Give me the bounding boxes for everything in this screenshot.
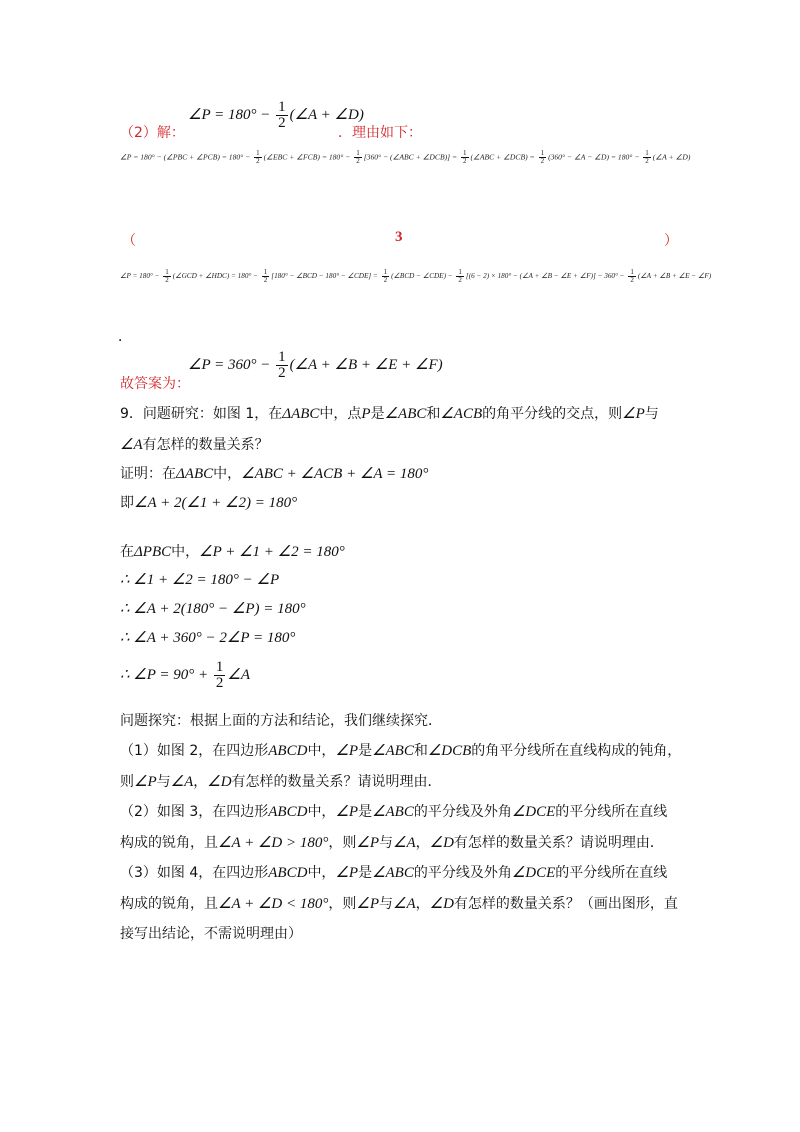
q9-eq2: 即∠A + 2(∠1 + ∠2) = 180° — [120, 495, 298, 511]
q9-line1: 9．问题研究：如图 1，在ΔABC中，点P是∠ABC和∠ACB的角平分线的交点，则∠P与 — [120, 406, 659, 422]
q9-explore: 问题探究：根据上面的方法和结论，我们继续探究． — [120, 713, 442, 729]
part3-open: （ — [122, 233, 136, 249]
q9-sub1-line2: 则∠P与∠A，∠D有怎样的数量关系？请说明理由． — [120, 774, 442, 790]
part3-dot: ． — [118, 329, 132, 345]
q9-sub2-line2: 构成的锐角，且∠A + ∠D > 180°，则∠P与∠A，∠D有怎样的数量关系？请说明理由． — [120, 835, 664, 851]
q9-sub3-line2: 构成的锐角，且∠A + ∠D < 180°，则∠P与∠A，∠D有怎样的数量关系？（画出图形，直 — [120, 896, 678, 912]
q9-eq3: 在ΔPBC中，∠P + ∠1 + ∠2 = 180° — [120, 544, 345, 560]
q9-eq4: ∴ ∠1 + ∠2 = 180° − ∠P — [120, 572, 280, 588]
q9-line2: ∠A有怎样的数量关系？ — [120, 437, 269, 453]
q9-proof-line: 证明：在ΔABC中，∠ABC + ∠ACB + ∠A = 180° — [120, 466, 429, 482]
q9-sub3-line3: 接写出结论，不需说明理由） — [120, 926, 302, 942]
part3-close: ） — [664, 233, 678, 249]
part2-reason: ．理由如下： — [338, 125, 422, 141]
part2-derivation: ∠P = 180° − (∠PBC + ∠PCB) = 180° − $\frac{1}{2}$ (∠EBC + ∠FCB) = 180° − $\frac{1}{2}$ [360° − (∠ABC + ∠DCB)] = $\frac{1}{2}$ (∠ABC + ∠DCB) = $\frac{1}{2}$ (360° − ∠A − ∠D) = 180° − $\frac{1}{2}$ (∠A + ∠D) — [120, 149, 691, 165]
fraction: $\frac{1}{2}$ — [278, 99, 286, 131]
answer-label: 故答案为： — [120, 376, 190, 392]
part2-label: （2）解： — [120, 125, 185, 141]
q9-sub3-line1: （3）如图 4，在四边形ABCD中，∠P是∠ABC的平分线及外角∠DCE的平分线所在直线 — [120, 865, 668, 881]
q9-sub1-line1: （1）如图 2，在四边形ABCD中，∠P是∠ABC和∠DCB的角平分线所在直线构成的钝角， — [120, 743, 682, 759]
part3-derivation: ∠P = 180° − $\frac{1}{2}$ (∠GCD + ∠HDC) = 180° − $\frac{1}{2}$ [180° − ∠BCD − 180° − ∠CDE] = $\frac{1}{2}$ (∠BCD − ∠CDE) − $\frac{1}{2}$ [(6 − 2) × 180° − (∠A + ∠B − ∠E + ∠F)] − 360° − $\frac{1}{2}$ (∠A + ∠B + ∠E − ∠F) — [120, 268, 712, 284]
part3-number: 3 — [395, 229, 403, 245]
q9-eq5: ∴ ∠A + 2(180° − ∠P) = 180° — [120, 601, 306, 617]
q9-eq6: ∴ ∠A + 360° − 2∠P = 180° — [120, 630, 296, 646]
answer-formula: ∠P = 360° − $\frac{1}{2}$ (∠A + ∠B + ∠E + ∠F) — [188, 349, 443, 381]
q9-eq7: ∴ ∠P = 90° + $\frac{1}{2}$ ∠A — [120, 659, 250, 691]
part2-formula: ∠P = 180° − $\frac{1}{2}$ (∠A + ∠D) — [188, 99, 364, 131]
q9-sub2-line1: （2）如图 3，在四边形ABCD中，∠P是∠ABC的平分线及外角∠DCE的平分线所在直线 — [120, 804, 668, 820]
